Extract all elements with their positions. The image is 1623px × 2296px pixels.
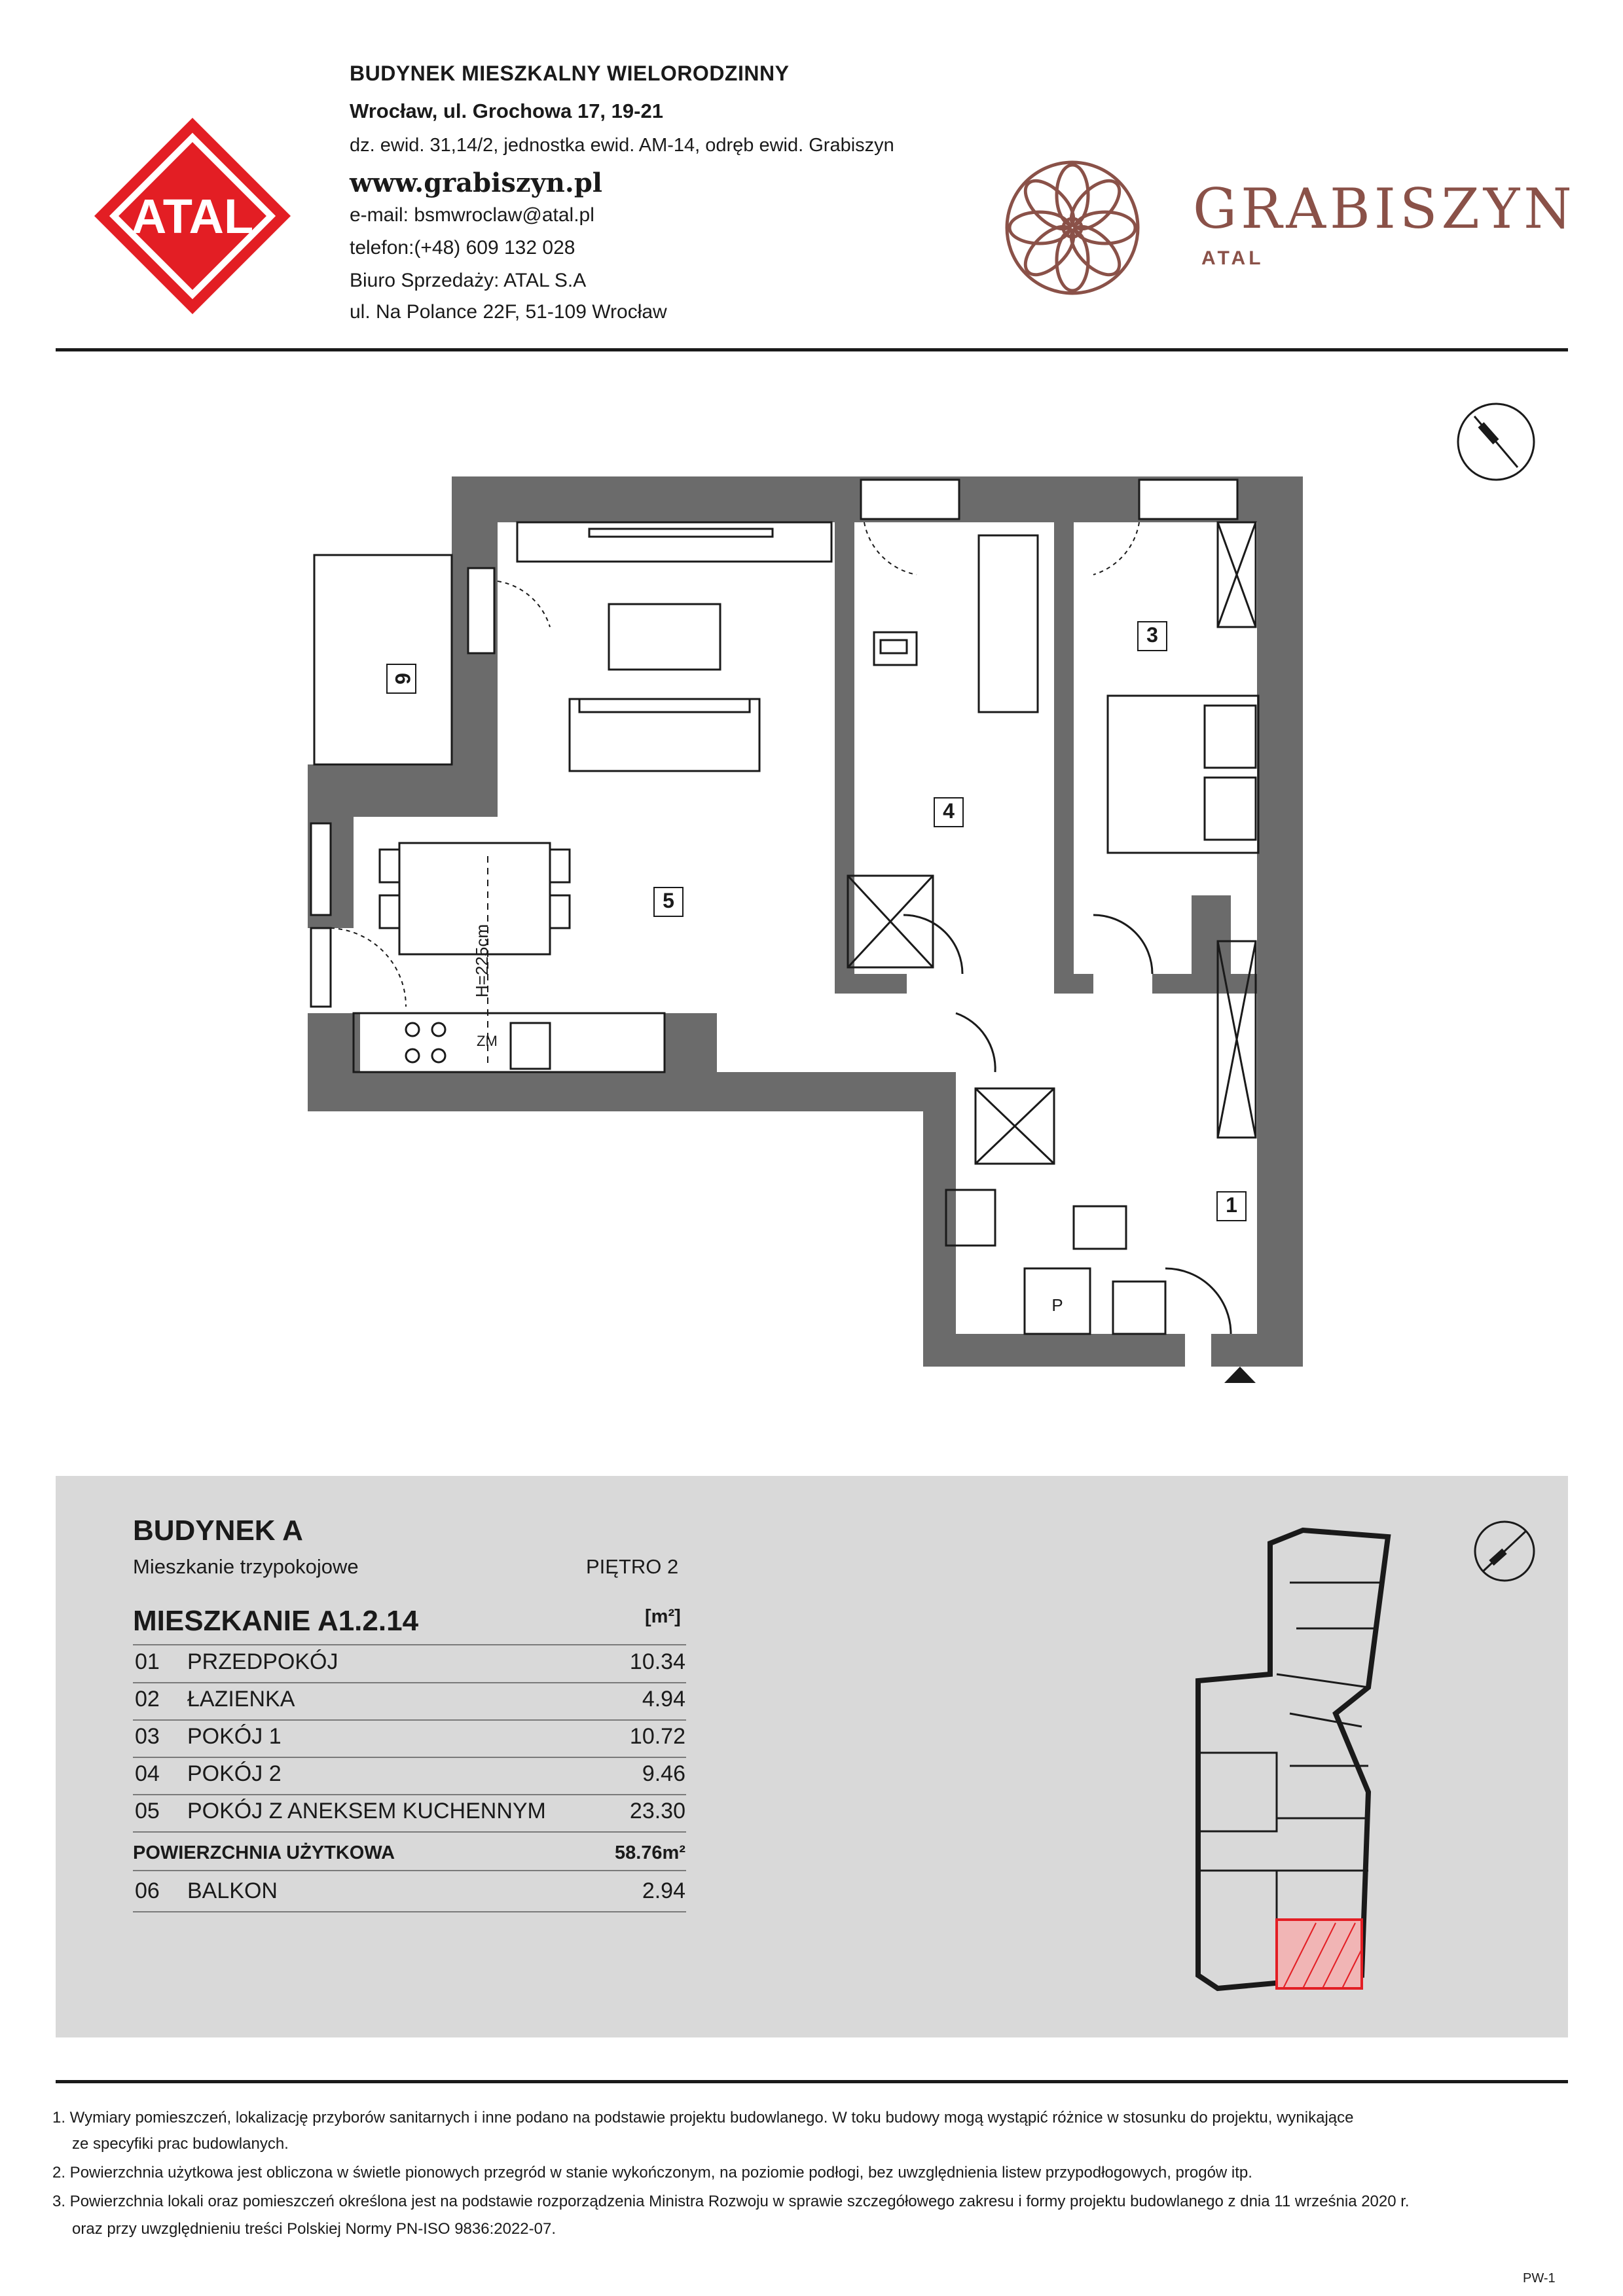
note-2: 2. Powierzchnia użytkowa jest obliczona w świetle pionowych przegród w stanie wykończonym, na poziomie podłogi, bez uwzględnienia listew przypodłogowych, progów itp.	[52, 2164, 1252, 2181]
room-row-no: 03	[135, 1724, 160, 1749]
row-divider	[133, 1794, 686, 1795]
row-divider	[133, 1831, 686, 1833]
header-address: Wrocław, ul. Grochowa 17, 19-21	[350, 99, 663, 122]
row-divider	[133, 1644, 686, 1645]
room-label-1: 1	[1216, 1191, 1247, 1221]
header-plot: dz. ewid. 31,14/2, jednostka ewid. AM-14, odręb ewid. Grabiszyn	[350, 135, 894, 156]
room-label-5: 5	[653, 887, 684, 917]
page-code: PW-1	[1523, 2271, 1556, 2286]
email-link[interactable]: e-mail: bsmwroclaw@atal.pl	[350, 204, 594, 226]
room-row-name: POKÓJ Z ANEKSEM KUCHENNYM	[187, 1799, 546, 1823]
room-row-name: ŁAZIENKA	[187, 1687, 295, 1712]
room-row-name: POKÓJ 2	[187, 1761, 282, 1786]
balcony-row-name: BALKON	[187, 1878, 278, 1903]
room-row-no: 02	[135, 1687, 160, 1712]
room-row-name: POKÓJ 1	[187, 1724, 282, 1749]
row-divider	[133, 1682, 686, 1683]
room-row-no: 05	[135, 1799, 160, 1823]
note-3-cont: oraz przy uwzględnieniu treści Polskiej Normy PN-ISO 9836:2022-07.	[72, 2220, 556, 2238]
zm-label: ZM	[477, 1033, 498, 1049]
room-row-area: 23.30	[629, 1799, 685, 1823]
balcony-row-no: 06	[135, 1878, 160, 1903]
north-arrow-small-icon	[1472, 1518, 1537, 1584]
apartment-highlight	[1277, 1920, 1362, 1988]
p-label: P	[1051, 1295, 1063, 1315]
total-value: 58.76m²	[614, 1842, 685, 1863]
north-arrow-icon	[1455, 401, 1537, 483]
brand-name: GRABISZYN	[1193, 177, 1576, 241]
room-row-no: 01	[135, 1649, 160, 1674]
office-text: Biuro Sprzedaży: ATAL S.A	[350, 270, 587, 291]
room-label-4: 4	[934, 797, 964, 827]
room-row-area: 4.94	[642, 1687, 685, 1712]
room-row-area: 10.34	[629, 1649, 685, 1674]
apartment-number: MIESZKANIE A1.2.14	[133, 1605, 419, 1637]
ceiling-height-label: H=225cm	[472, 924, 492, 997]
header-title: BUDYNEK MIESZKALNY WIELORODZINNY	[350, 62, 790, 85]
room-row-area: 10.72	[629, 1724, 685, 1749]
room-row-no: 04	[135, 1761, 160, 1786]
row-divider	[133, 1911, 686, 1912]
note-1: 1. Wymiary pomieszczeń, lokalizację przyborów sanitarnych i inne podano na podstawie projektu budowlanego. W toku budowy mogą wystąpić różnice w stosunku do projektu, wynikające	[52, 2109, 1354, 2126]
area-unit: [m²]	[645, 1606, 681, 1627]
row-divider	[133, 1719, 686, 1721]
room-row-area: 9.46	[642, 1761, 685, 1786]
building-title: BUDYNEK A	[133, 1515, 303, 1547]
room-row-name: PRZEDPOKÓJ	[187, 1649, 338, 1674]
balcony-row-area: 2.94	[642, 1878, 685, 1903]
brand-sub: ATAL	[1201, 247, 1264, 269]
row-divider	[133, 1757, 686, 1758]
office-address-text: ul. Na Polance 22F, 51-109 Wrocław	[350, 301, 667, 323]
phone-text: telefon:(+48) 609 132 028	[350, 237, 575, 259]
room-label-6: 6	[386, 664, 416, 694]
grabiszyn-ornament	[1000, 156, 1144, 300]
row-divider	[133, 1870, 686, 1871]
website-link[interactable]: www.grabiszyn.pl	[350, 168, 602, 198]
floor-plan	[301, 470, 1349, 1399]
building-key-plan	[1172, 1517, 1434, 2015]
floor-label: PIĘTRO 2	[586, 1555, 679, 1578]
note-1-cont: ze specyfiki prac budowlanych.	[72, 2135, 289, 2153]
atal-logo-text: ATAL	[131, 189, 254, 243]
apartment-type: Mieszkanie trzypokojowe	[133, 1555, 359, 1578]
header-divider	[56, 348, 1568, 351]
footer-divider	[56, 2080, 1568, 2083]
atal-logo	[92, 115, 293, 317]
room-label-3: 3	[1137, 621, 1167, 651]
total-label: POWIERZCHNIA UŻYTKOWA	[133, 1842, 395, 1863]
note-3: 3. Powierzchnia lokali oraz pomieszczeń określona jest na podstawie rozporządzenia Ministra Rozwoju w sprawie szczegółowego zakresu i formy projektu budowlanego z dnia 11 września 2020 r.	[52, 2193, 1410, 2210]
